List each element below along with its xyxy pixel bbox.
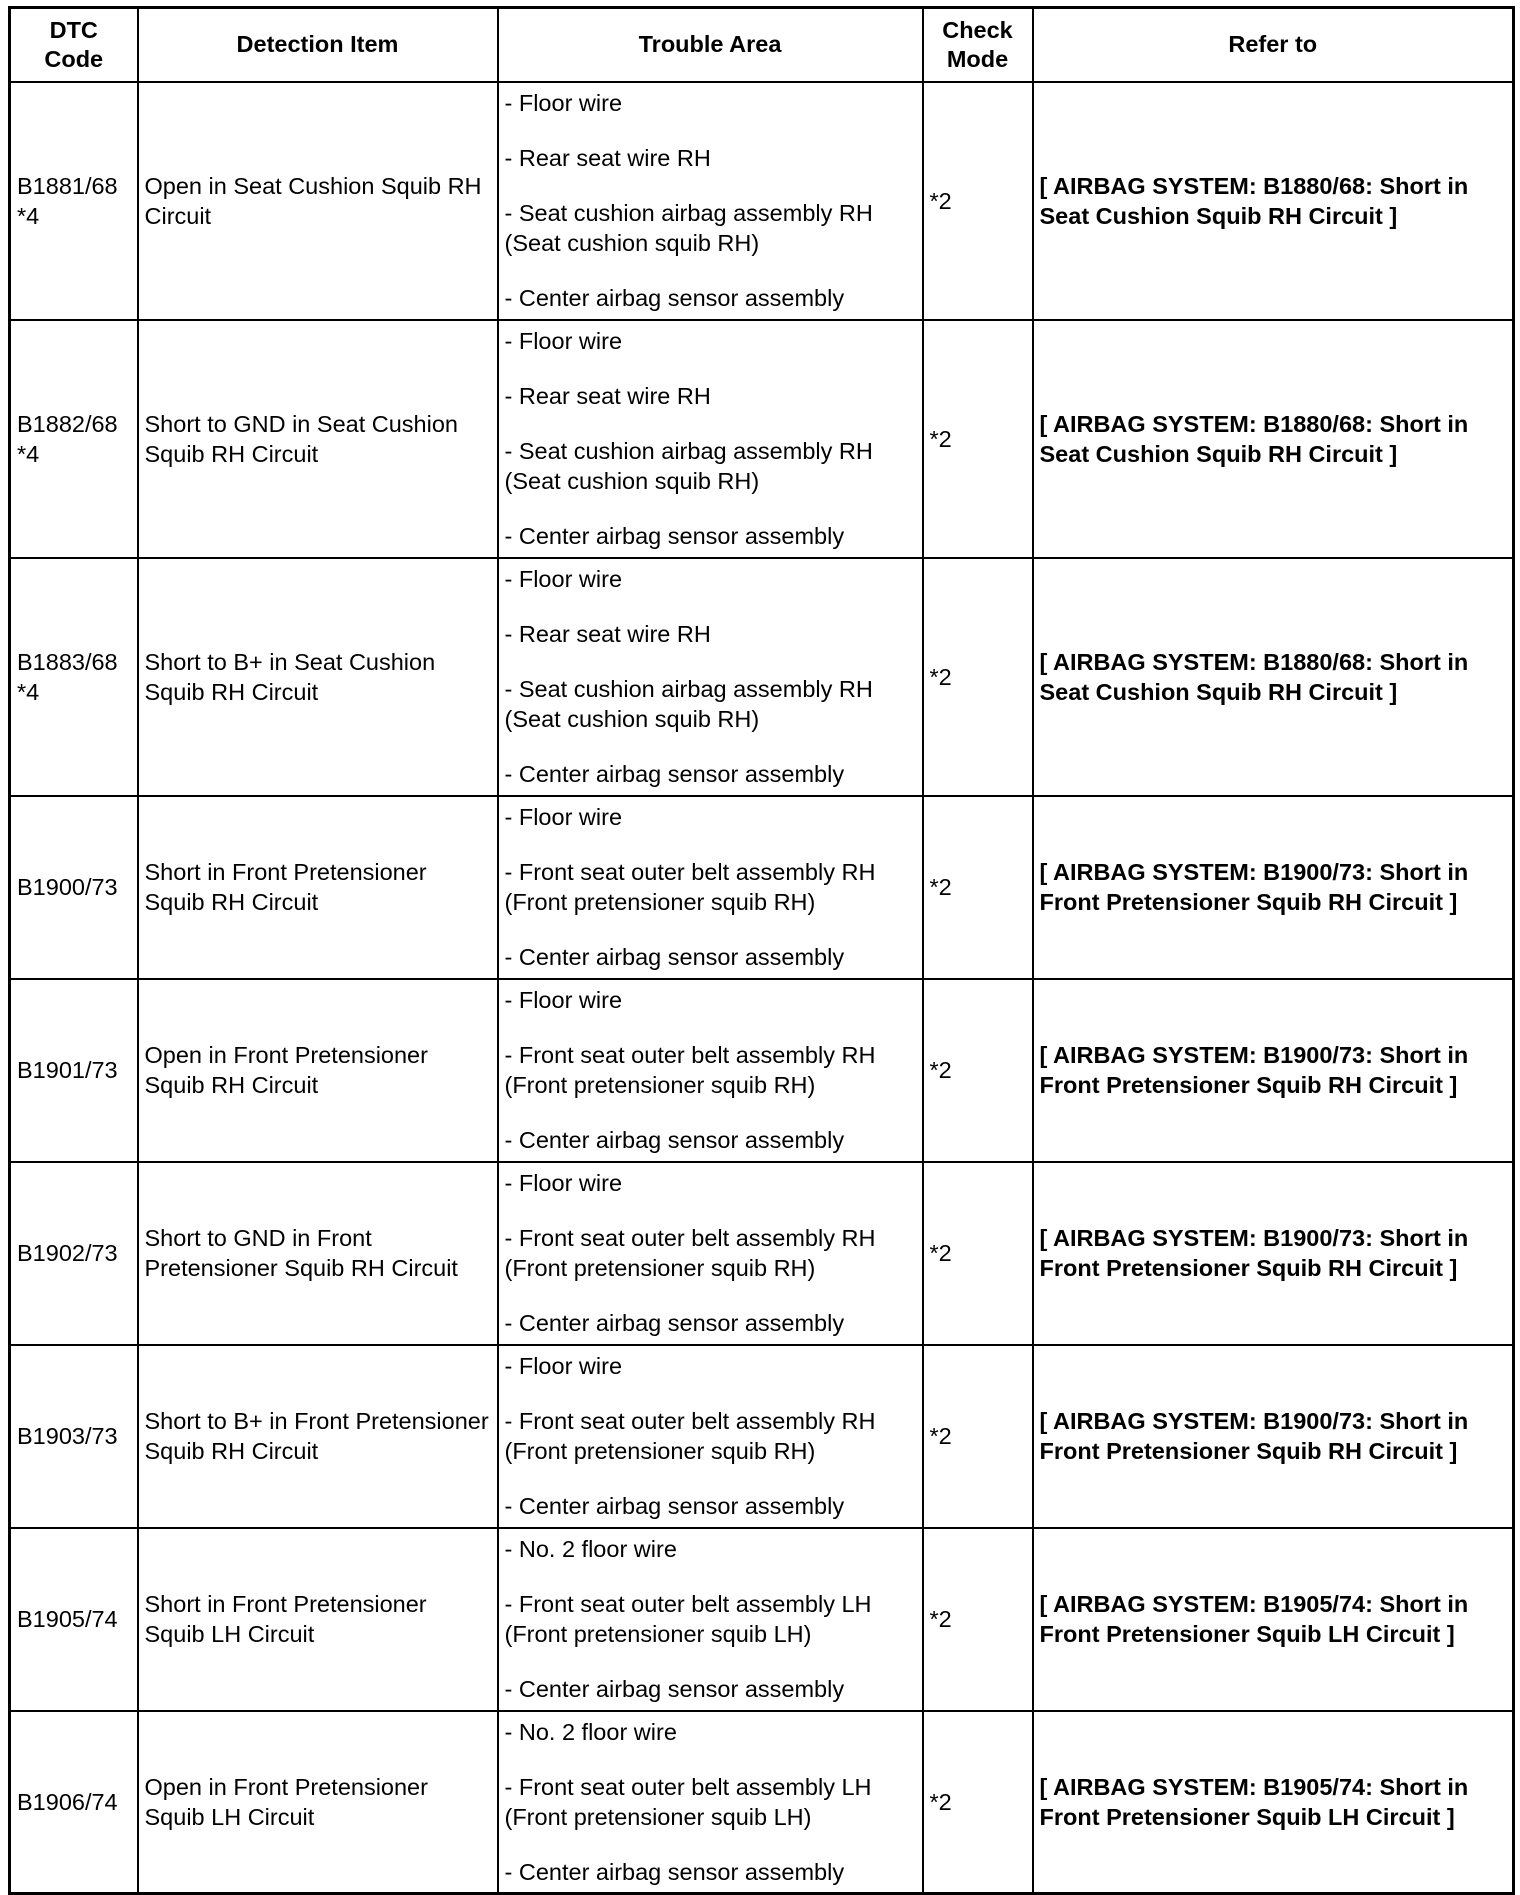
trouble-area-cell — [498, 558, 923, 796]
check-mode-cell: *2 — [923, 1162, 1033, 1345]
trouble-area-cell — [498, 1162, 923, 1345]
trouble-area-line: - Rear seat wire RH — [504, 145, 711, 171]
trouble-area-item — [505, 674, 916, 734]
trouble-area-line: - Center airbag sensor assembly — [504, 1127, 845, 1153]
table-row — [10, 558, 1514, 796]
header-check-mode — [923, 8, 1033, 82]
trouble-area-line: - Floor wire — [504, 90, 623, 116]
dtc-code: B1883/68 — [17, 648, 118, 675]
trouble-area-item — [505, 985, 916, 1015]
dtc-code-cell — [10, 320, 138, 558]
trouble-area-item — [505, 564, 916, 594]
refer-to-link[interactable]: [ AIRBAG SYSTEM: B1900/73: Short in Front Pretensioner Squib RH Circuit ] — [1033, 1162, 1514, 1345]
trouble-area-line: - Floor wire — [504, 566, 623, 592]
trouble-area-line: (Front pretensioner squib LH) — [504, 1621, 812, 1647]
header-dtc-code-line1: DTC — [49, 16, 98, 43]
trouble-area-line: - Floor wire — [504, 328, 623, 354]
trouble-area-item — [505, 521, 916, 551]
check-mode-cell: *2 — [923, 1345, 1033, 1528]
dtc-code-note: *4 — [17, 440, 40, 467]
dtc-code-note: *4 — [17, 202, 40, 229]
detection-item-cell: Open in Front Pretensioner Squib RH Circuit — [138, 979, 498, 1162]
detection-item-cell: Short to GND in Front Pretensioner Squib RH Circuit — [138, 1162, 498, 1345]
trouble-area-item — [505, 857, 916, 917]
trouble-area-line: - Front seat outer belt assembly LH — [504, 1591, 872, 1617]
trouble-area-cell — [498, 82, 923, 320]
refer-to-link[interactable]: [ AIRBAG SYSTEM: B1880/68: Short in Seat Cushion Squib RH Circuit ] — [1033, 558, 1514, 796]
trouble-area-line: (Front pretensioner squib LH) — [504, 1803, 812, 1830]
detection-item-cell: Short to GND in Seat Cushion Squib RH Circuit — [138, 320, 498, 558]
dtc-code-cell — [10, 558, 138, 796]
trouble-area-item — [505, 1168, 916, 1198]
table-body — [10, 82, 1514, 1894]
trouble-area-line: - Floor wire — [504, 1170, 623, 1196]
trouble-area-item — [505, 381, 916, 411]
dtc-code-cell — [10, 979, 138, 1162]
table-row — [10, 82, 1514, 320]
trouble-area-item — [505, 436, 916, 496]
detection-item-cell: Short to B+ in Front Pretensioner Squib RH Circuit — [138, 1345, 498, 1528]
header-trouble-area: Trouble Area — [498, 8, 923, 82]
trouble-area-item — [505, 1406, 916, 1466]
trouble-area-line: - Center airbag sensor assembly — [504, 1493, 845, 1519]
dtc-code-cell — [10, 796, 138, 979]
trouble-area-line: (Front pretensioner squib RH) — [504, 1072, 816, 1098]
trouble-area-item — [505, 1351, 916, 1381]
trouble-area-cell — [498, 979, 923, 1162]
check-mode-cell: *2 — [923, 796, 1033, 979]
trouble-area-line: - Floor wire — [504, 987, 623, 1013]
dtc-code-cell — [10, 1711, 138, 1894]
refer-to-link[interactable]: [ AIRBAG SYSTEM: B1905/74: Short in Front Pretensioner Squib LH Circuit ] — [1033, 1711, 1514, 1894]
table-row — [10, 796, 1514, 979]
trouble-area-line: (Seat cushion squib RH) — [504, 230, 760, 256]
table-row — [10, 979, 1514, 1162]
trouble-area-line: - Center airbag sensor assembly — [504, 1310, 845, 1336]
trouble-area-item — [505, 198, 916, 258]
header-dtc-code — [10, 8, 138, 82]
trouble-area-line: (Seat cushion squib RH) — [504, 706, 760, 732]
trouble-area-line: - Seat cushion airbag assembly RH — [504, 200, 873, 226]
header-refer-to: Refer to — [1033, 8, 1514, 82]
trouble-area-line: - Center airbag sensor assembly — [504, 761, 845, 787]
dtc-code-note: *4 — [17, 678, 40, 705]
trouble-area-item — [505, 1589, 916, 1649]
refer-to-link[interactable]: [ AIRBAG SYSTEM: B1900/73: Short in Front Pretensioner Squib RH Circuit ] — [1033, 796, 1514, 979]
trouble-area-cell — [498, 796, 923, 979]
detection-item-cell: Open in Seat Cushion Squib RH Circuit — [138, 82, 498, 320]
trouble-area-item — [505, 1040, 916, 1100]
dtc-code: B1903/73 — [17, 1423, 118, 1449]
header-check-mode-line2: Mode — [946, 45, 1009, 72]
refer-to-link[interactable]: [ AIRBAG SYSTEM: B1905/74: Short in Front Pretensioner Squib LH Circuit ] — [1033, 1528, 1514, 1711]
trouble-area-item — [505, 326, 916, 356]
header-check-mode-line1: Check — [942, 16, 1013, 43]
trouble-area-item — [505, 1534, 916, 1564]
trouble-area-line: - Center airbag sensor assembly — [504, 523, 845, 549]
trouble-area-item — [505, 283, 916, 313]
dtc-code: B1900/73 — [17, 874, 118, 900]
dtc-table — [8, 6, 1515, 1895]
trouble-area-cell — [498, 1345, 923, 1528]
dtc-code-cell — [10, 1528, 138, 1711]
refer-to-link[interactable]: [ AIRBAG SYSTEM: B1900/73: Short in Front Pretensioner Squib RH Circuit ] — [1033, 1345, 1514, 1528]
trouble-area-item — [505, 802, 916, 832]
trouble-area-line: - Center airbag sensor assembly — [504, 285, 845, 311]
trouble-area-line: (Seat cushion squib RH) — [504, 468, 760, 494]
dtc-code: B1881/68 — [17, 172, 118, 199]
trouble-area-line: (Front pretensioner squib RH) — [504, 889, 816, 915]
detection-item-cell: Short in Front Pretensioner Squib RH Circuit — [138, 796, 498, 979]
refer-to-link[interactable]: [ AIRBAG SYSTEM: B1880/68: Short in Seat Cushion Squib RH Circuit ] — [1033, 320, 1514, 558]
table-row — [10, 320, 1514, 558]
check-mode-cell: *2 — [923, 1528, 1033, 1711]
trouble-area-item — [505, 1223, 916, 1283]
table-row — [10, 1711, 1514, 1894]
trouble-area-line: - Seat cushion airbag assembly RH — [504, 676, 873, 702]
trouble-area-line: - Rear seat wire RH — [504, 383, 711, 409]
dtc-code: B1882/68 — [17, 410, 118, 437]
dtc-code-cell — [10, 82, 138, 320]
refer-to-link[interactable]: [ AIRBAG SYSTEM: B1900/73: Short in Front Pretensioner Squib RH Circuit ] — [1033, 979, 1514, 1162]
trouble-area-item — [505, 1674, 916, 1704]
header-dtc-code-line2: Code — [44, 45, 104, 72]
refer-to-link[interactable]: [ AIRBAG SYSTEM: B1880/68: Short in Seat Cushion Squib RH Circuit ] — [1033, 82, 1514, 320]
detection-item-cell: Short in Front Pretensioner Squib LH Circuit — [138, 1528, 498, 1711]
trouble-area-line: - Front seat outer belt assembly RH — [504, 859, 876, 885]
detection-item-cell: Open in Front Pretensioner Squib LH Circuit — [138, 1711, 498, 1894]
table-row — [10, 1345, 1514, 1528]
trouble-area-line: - Front seat outer belt assembly LH — [504, 1773, 872, 1800]
detection-item-cell: Short to B+ in Seat Cushion Squib RH Circuit — [138, 558, 498, 796]
trouble-area-line: - Rear seat wire RH — [504, 621, 711, 647]
trouble-area-line: - Seat cushion airbag assembly RH — [504, 438, 873, 464]
dtc-code-cell — [10, 1162, 138, 1345]
trouble-area-item — [505, 1772, 916, 1832]
trouble-area-line: - Center airbag sensor assembly — [504, 944, 845, 970]
trouble-area-line: - Floor wire — [504, 1353, 623, 1379]
dtc-code: B1902/73 — [17, 1240, 118, 1266]
table-row — [10, 1528, 1514, 1711]
trouble-area-item — [505, 143, 916, 173]
trouble-area-line: - Center airbag sensor assembly — [504, 1858, 845, 1885]
dtc-code-cell — [10, 1345, 138, 1528]
trouble-area-line: - Center airbag sensor assembly — [504, 1676, 845, 1702]
trouble-area-line: - No. 2 floor wire — [504, 1536, 677, 1562]
trouble-area-item — [505, 1857, 916, 1887]
dtc-code: B1901/73 — [17, 1057, 118, 1083]
table-row — [10, 1162, 1514, 1345]
dtc-code: B1905/74 — [17, 1606, 118, 1632]
header-detection-item: Detection Item — [138, 8, 498, 82]
trouble-area-line: (Front pretensioner squib RH) — [504, 1255, 816, 1281]
check-mode-cell: *2 — [923, 320, 1033, 558]
trouble-area-item — [505, 1308, 916, 1338]
check-mode-cell: *2 — [923, 979, 1033, 1162]
trouble-area-item — [505, 942, 916, 972]
trouble-area-item — [505, 619, 916, 649]
trouble-area-item — [505, 1491, 916, 1521]
trouble-area-line: - No. 2 floor wire — [504, 1718, 677, 1745]
trouble-area-cell — [498, 1711, 923, 1894]
check-mode-cell: *2 — [923, 1711, 1033, 1894]
trouble-area-line: (Front pretensioner squib RH) — [504, 1438, 816, 1464]
trouble-area-line: - Front seat outer belt assembly RH — [504, 1408, 876, 1434]
table-header-row — [10, 8, 1514, 82]
trouble-area-cell — [498, 1528, 923, 1711]
trouble-area-cell — [498, 320, 923, 558]
trouble-area-line: - Front seat outer belt assembly RH — [504, 1042, 876, 1068]
dtc-code: B1906/74 — [17, 1788, 118, 1815]
trouble-area-line: - Front seat outer belt assembly RH — [504, 1225, 876, 1251]
check-mode-cell: *2 — [923, 558, 1033, 796]
trouble-area-item — [505, 88, 916, 118]
trouble-area-item — [505, 1125, 916, 1155]
trouble-area-item — [505, 759, 916, 789]
check-mode-cell: *2 — [923, 82, 1033, 320]
trouble-area-item — [505, 1717, 916, 1747]
trouble-area-line: - Floor wire — [504, 804, 623, 830]
